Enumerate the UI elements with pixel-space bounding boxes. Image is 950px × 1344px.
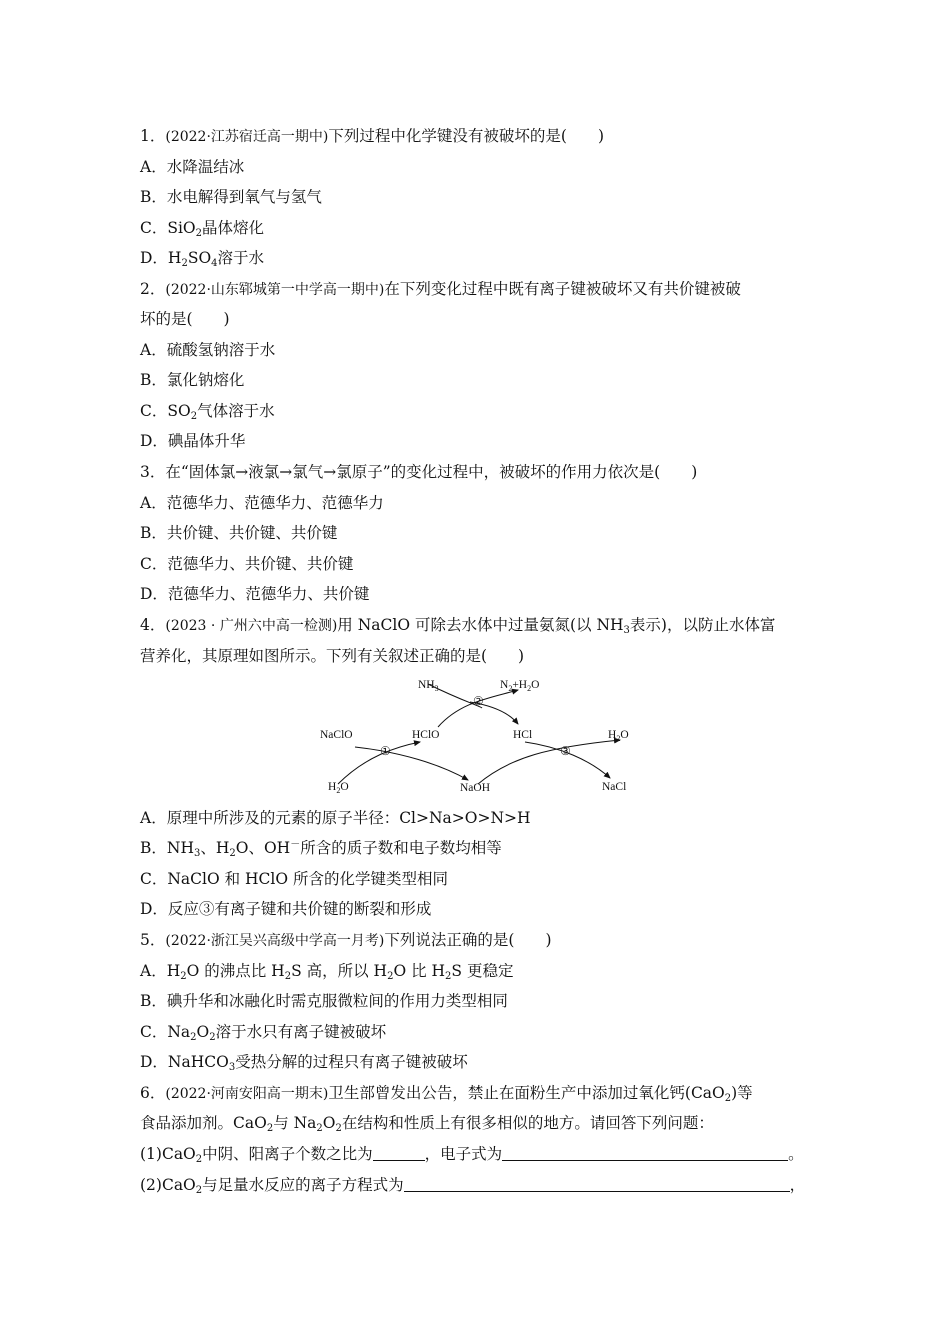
answer-blank-ionic-equation[interactable] (404, 1177, 790, 1192)
species-nacl: NaCl (602, 781, 627, 793)
question-4-stem-cont: 营养化，其原理如图所示。下列有关叙述正确的是( ) (140, 647, 525, 665)
species-hcl: HCl (513, 729, 533, 741)
question-4-stem: 4．(2023 · 广州六中高一检测)用 NaClO 可除去水体中过量氨氮(以 $NH_3$表示)，以防止水体富 (140, 616, 776, 636)
arrow-step-1-a (338, 742, 420, 784)
arrow-step-1-b (355, 747, 468, 780)
question-5-option-c: C．$Na_2O_2$溶于水只有离子键被破坏 (140, 1023, 387, 1043)
question-6-source: (2022·河南安阳高一期末) (165, 1086, 329, 1102)
question-2-stem: 2．(2022·山东郓城第一中学高一期中)在下列变化过程中既有离子键被破坏又有共价键被破 (140, 280, 741, 298)
question-2-option-a: A．硫酸氢钠溶于水 (140, 341, 276, 359)
question-6-part-1: (1)CaO$_2$中阴、阳离子个数之比为 ，电子式为 。 (140, 1145, 804, 1165)
question-3-stem: 3．在“固体氯→液氯→氯气→氯原子”的变化过程中，被破坏的作用力依次是( ) (140, 463, 698, 481)
question-1-stem: 1．(2022·江苏宿迁高一期中)下列过程中化学键没有被破坏的是( ) (140, 127, 604, 145)
step-3-label: ③ (560, 744, 571, 758)
question-3-option-b: B．共价键、共价键、共价键 (140, 524, 338, 542)
question-4-option-c: C．NaClO 和 HClO 所含的化学键类型相同 (140, 870, 449, 888)
answer-blank-ratio[interactable] (373, 1146, 425, 1161)
answer-blank-electron-formula[interactable] (502, 1146, 788, 1161)
step-1-label: ① (380, 744, 391, 758)
question-4-source: (2023 · 广州六中高一检测) (165, 618, 338, 634)
question-5-source: (2022·浙江吴兴高级中学高一月考) (165, 933, 385, 949)
question-6-part-2: (2)CaO$_2$与足量水反应的离子方程式为 ， (140, 1176, 806, 1196)
question-2-stem-cont: 坏的是( ) (140, 310, 230, 328)
question-3-option-d: D．范德华力、范德华力、共价键 (140, 585, 370, 603)
question-1-option-a: A．水降温结冰 (140, 158, 245, 176)
species-naoh: NaOH (460, 782, 491, 794)
question-6-stem-cont: 食品添加剂。CaO$_2$与 $Na_2O_2$在结构和性质上有很多相似的地方。请回答下列问题： (140, 1114, 714, 1134)
question-5-option-d: D．NaHCO$_3$受热分解的过程只有离子键被破坏 (140, 1053, 468, 1073)
question-4-option-d: D．反应③有离子键和共价键的断裂和形成 (140, 900, 432, 918)
question-4-option-a: A．原理中所涉及的元素的原子半径：Cl>Na>O>N>H (140, 809, 531, 827)
question-2-option-b: B．氯化钠熔化 (140, 371, 245, 389)
question-5-option-a: A．$H_2O$ 的沸点比 $H_2S$ 高，所以 $H_2O$ 比 $H_2S$ 更稳定 (140, 962, 514, 982)
question-5-option-b: B．碘升华和冰融化时需克服微粒间的作用力类型相同 (140, 992, 508, 1010)
question-2-option-c: C．$SO_2$气体溶于水 (140, 402, 275, 422)
question-3-option-a: A．范德华力、范德华力、范德华力 (140, 494, 384, 512)
question-1-source: (2022·江苏宿迁高一期中) (165, 129, 329, 145)
question-1-option-b: B．水电解得到氧气与氢气 (140, 188, 322, 206)
step-2-label: ② (473, 694, 484, 708)
question-1-option-c: C．SiO$_2$晶体熔化 (140, 219, 265, 239)
question-6-stem: 6．(2022·河南安阳高一期末)卫生部曾发出公告，禁止在面粉生产中添加过氧化钙(CaO$_2$)等 (140, 1084, 753, 1104)
question-2-source: (2022·山东郓城第一中学高一期中) (165, 282, 385, 298)
question-3-option-c: C．范德华力、共价键、共价键 (140, 555, 354, 573)
species-hclo: HClO (412, 729, 440, 741)
question-4-option-b: B．$NH_3$、$H_2O$、OH－所含的质子数和电子数均相等 (140, 839, 502, 859)
species-nh3: $NH_3$ (418, 679, 439, 693)
species-h2o-right: $H_2O$ (608, 729, 629, 743)
species-naclo: NaClO (320, 729, 353, 741)
question-5-stem: 5．(2022·浙江吴兴高级中学高一月考)下列说法正确的是( ) (140, 931, 552, 949)
question-1-option-d: D．$H_2SO_4$溶于水 (140, 249, 265, 269)
reaction-diagram (310, 672, 640, 802)
species-n2-h2o: $N_2+H_2O$ (500, 679, 540, 693)
question-2-option-d: D．碘晶体升华 (140, 432, 246, 450)
species-h2o-left: $H_2O$ (328, 781, 349, 795)
